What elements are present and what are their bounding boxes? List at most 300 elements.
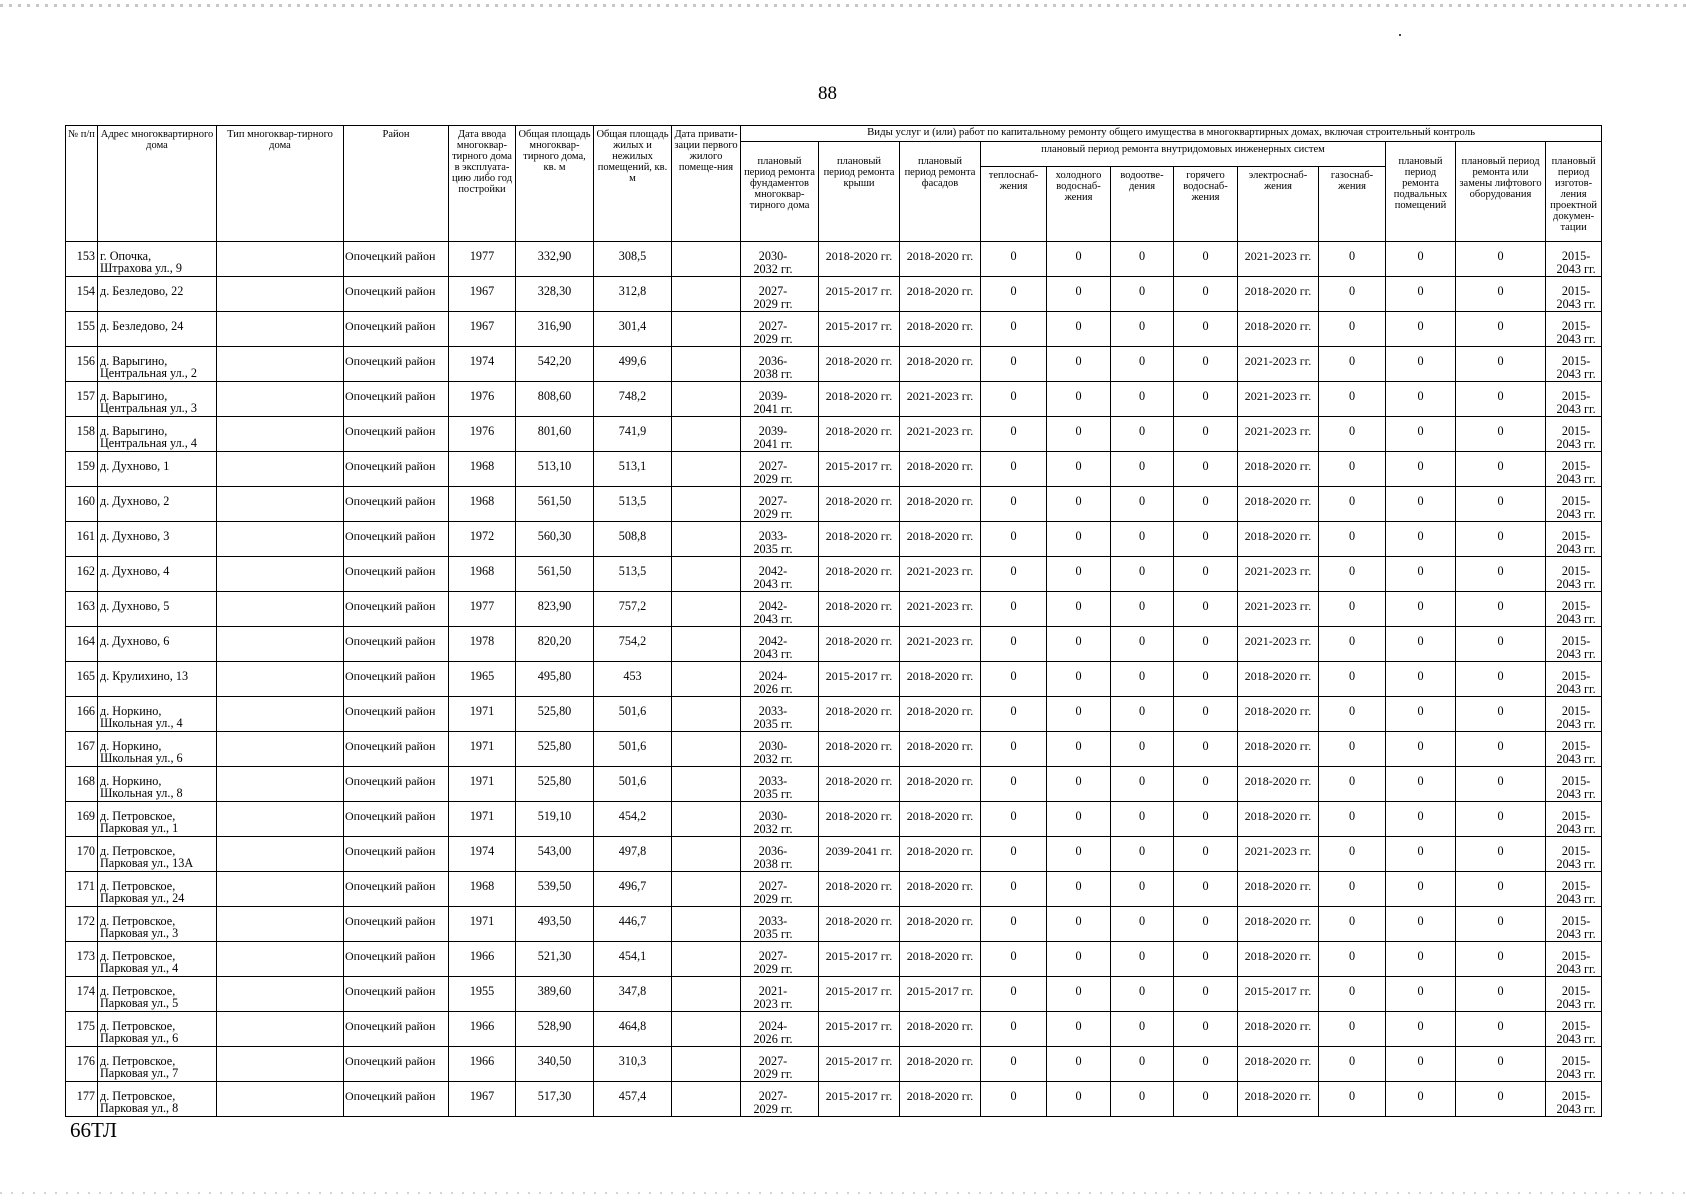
cell-basement: [1386, 522, 1456, 557]
cell-total-area-text: 528,90: [537, 1019, 572, 1033]
cell-rayon-text: Опочецкий район: [345, 949, 436, 963]
cell-basement-text: 0: [1417, 634, 1424, 648]
cell-privatization: [672, 1012, 741, 1047]
cell-drainage-text: 0: [1138, 739, 1146, 753]
cell-num: [66, 347, 98, 382]
cell-project-text: 2015-: [1561, 389, 1591, 403]
cell-elevator: [1456, 1012, 1546, 1047]
cell-cold-water-text: 0: [1075, 669, 1082, 683]
cell-roof: [819, 1047, 900, 1082]
cell-project: [1546, 1012, 1602, 1047]
cell-hot-water-text: 0: [1202, 844, 1209, 858]
cell-drainage: [1111, 487, 1174, 522]
cell-address: [98, 557, 217, 592]
header-hot-water: горячего водоснаб-жения: [1174, 167, 1238, 242]
cell-foundation-text: 2027-: [758, 1089, 788, 1103]
cell-heat: [981, 907, 1047, 942]
cell-basement-text: 0: [1417, 669, 1424, 683]
cell-elevator: [1456, 802, 1546, 837]
cell-basement-text: 0: [1417, 354, 1424, 368]
cell-rayon-text: Опочецкий район: [345, 739, 436, 753]
cell-address: [98, 627, 217, 662]
scan-edge-top: [0, 4, 1686, 7]
cell-house-type: [217, 767, 344, 802]
cell-elevator: [1456, 557, 1546, 592]
cell-gas: [1319, 417, 1386, 452]
cell-living-area: [594, 697, 672, 732]
cell-gas: [1319, 697, 1386, 732]
cell-project-text: 2043 гг.: [1556, 682, 1596, 696]
cell-foundation-text: 2043 гг.: [753, 647, 793, 661]
cell-basement: [1386, 417, 1456, 452]
cell-hot-water: [1174, 837, 1238, 872]
cell-cold-water-text: 0: [1075, 459, 1082, 473]
cell-electric: [1238, 487, 1319, 522]
cell-house-type: [217, 732, 344, 767]
cell-cold-water-text: 0: [1075, 844, 1082, 858]
cell-foundation-text: 2026 гг.: [753, 1032, 793, 1046]
cell-gas: [1319, 662, 1386, 697]
cell-rayon-text: Опочецкий район: [345, 354, 436, 368]
cell-rayon-text: Опочецкий район: [345, 459, 436, 473]
cell-foundation-text: 2029 гг.: [753, 472, 793, 486]
cell-foundation-text: 2030-: [758, 249, 788, 263]
cell-year-text: 1977: [469, 599, 495, 613]
cell-electric: [1238, 242, 1319, 277]
cell-cold-water-text: 0: [1075, 319, 1082, 333]
cell-address-text: д. Петровское,: [100, 809, 176, 823]
cell-cold-water: [1047, 627, 1111, 662]
cell-year-text: 1971: [469, 809, 495, 823]
cell-project: [1546, 557, 1602, 592]
cell-cold-water: [1047, 1082, 1111, 1117]
cell-hot-water-text: 0: [1202, 459, 1209, 473]
cell-gas-text: 0: [1348, 1054, 1356, 1068]
cell-project: [1546, 242, 1602, 277]
cell-rayon: [344, 347, 449, 382]
cell-project-text: 2043 гг.: [1556, 647, 1596, 661]
cell-roof-text: 2015-2017 гг.: [825, 1054, 893, 1068]
cell-living-area: [594, 907, 672, 942]
cell-house-type: [217, 837, 344, 872]
cell-rayon-text: Опочецкий район: [345, 599, 436, 613]
cell-drainage-text: 0: [1138, 529, 1146, 543]
cell-year: [449, 627, 516, 662]
cell-rayon: [344, 627, 449, 662]
cell-elevator-text: 0: [1497, 634, 1504, 648]
cell-rayon: [344, 242, 449, 277]
cell-electric: [1238, 1012, 1319, 1047]
cell-project-text: 2015-: [1561, 249, 1591, 263]
cell-num-text: 165: [76, 669, 95, 683]
cell-basement-text: 0: [1417, 704, 1424, 718]
cell-house-type: [217, 1012, 344, 1047]
cell-project: [1546, 872, 1602, 907]
cell-facade: [900, 837, 981, 872]
cell-heat: [981, 977, 1047, 1012]
cell-heat-text: 0: [1010, 459, 1017, 473]
cell-year-text: 1965: [469, 669, 495, 683]
cell-facade-text: 2018-2020 гг.: [906, 319, 974, 333]
cell-drainage-text: 0: [1138, 389, 1146, 403]
cell-total-area-text: 316,90: [537, 319, 572, 333]
cell-total-area: [516, 767, 594, 802]
cell-address-text: д. Петровское,: [100, 844, 176, 858]
cell-facade-text: 2018-2020 гг.: [906, 809, 974, 823]
cell-foundation-text: 2033-: [758, 529, 788, 543]
cell-cold-water: [1047, 872, 1111, 907]
cell-roof: [819, 697, 900, 732]
cell-drainage: [1111, 417, 1174, 452]
cell-elevator: [1456, 452, 1546, 487]
cell-project: [1546, 907, 1602, 942]
cell-hot-water-text: 0: [1202, 1089, 1209, 1103]
cell-heat: [981, 662, 1047, 697]
cell-roof-text: 2018-2020 гг.: [825, 599, 893, 613]
cell-rayon: [344, 452, 449, 487]
cell-num-text: 154: [76, 284, 95, 298]
cell-electric-text: 2015-2017 гг.: [1244, 984, 1312, 998]
cell-basement: [1386, 942, 1456, 977]
cell-foundation: [741, 417, 819, 452]
cell-address-text: Парковая ул., 7: [100, 1066, 179, 1080]
cell-foundation: [741, 907, 819, 942]
cell-cold-water: [1047, 907, 1111, 942]
cell-living-area: [594, 1047, 672, 1082]
cell-gas-text: 0: [1348, 774, 1356, 788]
cell-project-text: 2043 гг.: [1556, 507, 1596, 521]
cell-year-text: 1978: [469, 634, 495, 648]
cell-foundation-text: 2038 гг.: [753, 367, 793, 381]
cell-foundation-text: 2027-: [758, 879, 788, 893]
cell-foundation-text: 2042-: [758, 634, 788, 648]
cell-heat: [981, 942, 1047, 977]
cell-heat-text: 0: [1010, 704, 1017, 718]
cell-project: [1546, 802, 1602, 837]
cell-basement-text: 0: [1417, 1089, 1424, 1103]
cell-roof: [819, 837, 900, 872]
cell-hot-water: [1174, 557, 1238, 592]
cell-gas-text: 0: [1348, 494, 1356, 508]
header-foundation: плановый период ремонта фундаментов многоквар-тирного дома: [741, 142, 819, 242]
cell-gas-text: 0: [1348, 844, 1356, 858]
cell-privatization: [672, 487, 741, 522]
cell-foundation: [741, 242, 819, 277]
cell-facade: [900, 1012, 981, 1047]
cell-roof-text: 2018-2020 гг.: [825, 494, 893, 508]
cell-total-area-text: 340,50: [537, 1054, 572, 1068]
table-row: [66, 1047, 1602, 1082]
cell-basement: [1386, 242, 1456, 277]
cell-house-type: [217, 942, 344, 977]
cell-electric-text: 2018-2020 гг.: [1244, 529, 1312, 543]
cell-address-text: д. Петровское,: [100, 914, 176, 928]
cell-drainage-text: 0: [1138, 634, 1146, 648]
cell-num-text: 163: [76, 599, 95, 613]
cell-address-text: Парковая ул., 8: [100, 1101, 179, 1115]
cell-living-area: [594, 977, 672, 1012]
cell-living-area: [594, 242, 672, 277]
cell-project-text: 2043 гг.: [1556, 997, 1596, 1011]
cell-roof-text: 2015-2017 гг.: [825, 459, 893, 473]
cell-hot-water: [1174, 312, 1238, 347]
cell-rayon: [344, 662, 449, 697]
cell-gas: [1319, 907, 1386, 942]
cell-address-text: д. Норкино,: [100, 704, 162, 718]
cell-project: [1546, 627, 1602, 662]
cell-num: [66, 627, 98, 662]
cell-project-text: 2015-: [1561, 599, 1591, 613]
cell-num-text: 159: [76, 459, 95, 473]
cell-elevator: [1456, 662, 1546, 697]
cell-electric: [1238, 697, 1319, 732]
cell-drainage: [1111, 522, 1174, 557]
cell-year: [449, 872, 516, 907]
cell-roof-text: 2018-2020 гг.: [825, 354, 893, 368]
cell-gas: [1319, 872, 1386, 907]
cell-total-area: [516, 837, 594, 872]
cell-project-text: 2015-: [1561, 1054, 1591, 1068]
cell-gas: [1319, 1012, 1386, 1047]
cell-num-text: 157: [76, 389, 95, 403]
cell-heat-text: 0: [1010, 564, 1017, 578]
cell-address-text: д. Петровское,: [100, 879, 176, 893]
cell-cold-water-text: 0: [1075, 354, 1082, 368]
cell-house-type: [217, 382, 344, 417]
cell-cold-water-text: 0: [1075, 809, 1082, 823]
cell-project-text: 2015-: [1561, 319, 1591, 333]
cell-drainage-text: 0: [1138, 354, 1146, 368]
cell-rayon: [344, 1047, 449, 1082]
cell-drainage: [1111, 942, 1174, 977]
cell-year-text: 1974: [469, 844, 495, 858]
table-row: [66, 942, 1602, 977]
cell-living-area-text: 513,5: [618, 564, 647, 578]
cell-living-area: [594, 487, 672, 522]
cell-num: [66, 382, 98, 417]
cell-roof: [819, 907, 900, 942]
cell-facade: [900, 487, 981, 522]
cell-drainage-text: 0: [1138, 599, 1146, 613]
cell-roof-text: 2018-2020 гг.: [825, 529, 893, 543]
cell-hot-water-text: 0: [1202, 249, 1209, 263]
cell-heat: [981, 592, 1047, 627]
cell-electric-text: 2021-2023 гг.: [1244, 634, 1312, 648]
cell-living-area: [594, 837, 672, 872]
cell-num-text: 158: [76, 424, 95, 438]
cell-project-text: 2043 гг.: [1556, 1102, 1596, 1116]
cell-electric: [1238, 347, 1319, 382]
cell-electric-text: 2018-2020 гг.: [1244, 319, 1312, 333]
cell-privatization: [672, 907, 741, 942]
cell-num: [66, 662, 98, 697]
cell-rayon: [344, 1012, 449, 1047]
cell-cold-water: [1047, 382, 1111, 417]
cell-elevator: [1456, 277, 1546, 312]
cell-elevator-text: 0: [1497, 389, 1504, 403]
cell-foundation-text: 2039-: [758, 424, 788, 438]
cell-elevator-text: 0: [1497, 529, 1504, 543]
cell-foundation: [741, 942, 819, 977]
cell-roof: [819, 977, 900, 1012]
cell-hot-water: [1174, 487, 1238, 522]
cell-heat-text: 0: [1010, 984, 1017, 998]
cell-num-text: 171: [76, 879, 95, 893]
cell-heat: [981, 732, 1047, 767]
cell-foundation-text: 2036-: [758, 844, 788, 858]
cell-gas-text: 0: [1348, 949, 1356, 963]
cell-total-area-text: 525,80: [537, 739, 572, 753]
cell-facade-text: 2018-2020 гг.: [906, 844, 974, 858]
cell-electric-text: 2018-2020 гг.: [1244, 1089, 1312, 1103]
cell-rayon-text: Опочецкий район: [345, 844, 436, 858]
cell-project-text: 2043 гг.: [1556, 612, 1596, 626]
cell-cold-water: [1047, 242, 1111, 277]
cell-living-area: [594, 312, 672, 347]
cell-living-area-text: 508,8: [618, 529, 647, 543]
cell-roof: [819, 627, 900, 662]
cell-num: [66, 977, 98, 1012]
cell-hot-water-text: 0: [1202, 984, 1209, 998]
cell-total-area: [516, 732, 594, 767]
cell-heat: [981, 767, 1047, 802]
cell-living-area-text: 499,6: [618, 354, 647, 368]
cell-living-area: [594, 1082, 672, 1117]
cell-gas: [1319, 942, 1386, 977]
cell-project-text: 2015-: [1561, 284, 1591, 298]
cell-year: [449, 697, 516, 732]
cell-cold-water-text: 0: [1075, 564, 1082, 578]
cell-elevator-text: 0: [1497, 914, 1504, 928]
cell-gas: [1319, 277, 1386, 312]
cell-foundation-text: 2033-: [758, 704, 788, 718]
cell-project-text: 2043 гг.: [1556, 892, 1596, 906]
cell-electric: [1238, 977, 1319, 1012]
cell-year-text: 1966: [469, 1054, 495, 1068]
cell-year-text: 1974: [469, 354, 495, 368]
cell-electric-text: 2018-2020 гг.: [1244, 704, 1312, 718]
cell-rayon-text: Опочецкий район: [345, 809, 436, 823]
cell-cold-water-text: 0: [1075, 494, 1082, 508]
cell-heat-text: 0: [1010, 949, 1017, 963]
table-row: [66, 1012, 1602, 1047]
cell-roof-text: 2039-2041 гг.: [825, 844, 893, 858]
cell-rayon: [344, 1082, 449, 1117]
cell-gas: [1319, 1082, 1386, 1117]
cell-project: [1546, 592, 1602, 627]
cell-roof: [819, 942, 900, 977]
cell-house-type: [217, 697, 344, 732]
cell-foundation-text: 2029 гг.: [753, 1067, 793, 1081]
cell-address-text: Парковая ул., 13А: [100, 856, 194, 870]
cell-project-text: 2015-: [1561, 809, 1591, 823]
cell-living-area-text: 310,3: [618, 1054, 647, 1068]
cell-privatization: [672, 382, 741, 417]
cell-facade-text: 2021-2023 гг.: [906, 389, 974, 403]
cell-address-text: д. Безледово, 22: [100, 284, 184, 298]
cell-total-area: [516, 1082, 594, 1117]
cell-facade: [900, 767, 981, 802]
cell-foundation: [741, 1012, 819, 1047]
cell-num-text: 167: [76, 739, 95, 753]
cell-basement: [1386, 347, 1456, 382]
cell-project: [1546, 312, 1602, 347]
cell-drainage-text: 0: [1138, 249, 1146, 263]
cell-cold-water: [1047, 662, 1111, 697]
cell-drainage: [1111, 732, 1174, 767]
cell-project: [1546, 452, 1602, 487]
cell-rayon: [344, 872, 449, 907]
cell-project-text: 2043 гг.: [1556, 542, 1596, 556]
cell-address: [98, 382, 217, 417]
cell-living-area-text: 741,9: [618, 424, 647, 438]
cell-drainage: [1111, 242, 1174, 277]
cell-foundation-text: 2038 гг.: [753, 857, 793, 871]
cell-elevator-text: 0: [1497, 949, 1504, 963]
cell-gas: [1319, 242, 1386, 277]
cell-total-area: [516, 977, 594, 1012]
cell-facade-text: 2018-2020 гг.: [906, 1089, 974, 1103]
cell-house-type: [217, 592, 344, 627]
cell-total-area: [516, 1012, 594, 1047]
cell-year-text: 1972: [469, 529, 495, 543]
cell-facade-text: 2018-2020 гг.: [906, 879, 974, 893]
cell-project-text: 2043 гг.: [1556, 1032, 1596, 1046]
cell-hot-water: [1174, 347, 1238, 382]
cell-total-area-text: 542,20: [537, 354, 572, 368]
cell-heat: [981, 557, 1047, 592]
cell-roof: [819, 802, 900, 837]
cell-drainage: [1111, 557, 1174, 592]
cell-drainage-text: 0: [1138, 564, 1146, 578]
cell-electric-text: 2018-2020 гг.: [1244, 879, 1312, 893]
cell-heat: [981, 452, 1047, 487]
cell-hot-water: [1174, 907, 1238, 942]
cell-year: [449, 662, 516, 697]
cell-foundation: [741, 977, 819, 1012]
cell-cold-water: [1047, 417, 1111, 452]
cell-hot-water: [1174, 767, 1238, 802]
cell-drainage-text: 0: [1138, 879, 1146, 893]
cell-address: [98, 872, 217, 907]
cell-rayon: [344, 732, 449, 767]
cell-elevator: [1456, 242, 1546, 277]
cell-basement-text: 0: [1417, 564, 1424, 578]
cell-privatization: [672, 942, 741, 977]
cell-rayon-text: Опочецкий район: [345, 319, 436, 333]
cell-num: [66, 732, 98, 767]
scan-edge-bottom: [0, 1192, 1686, 1194]
cell-year: [449, 347, 516, 382]
cell-rayon: [344, 487, 449, 522]
cell-hot-water-text: 0: [1202, 599, 1209, 613]
cell-project-text: 2015-: [1561, 529, 1591, 543]
cell-hot-water: [1174, 382, 1238, 417]
cell-num-text: 164: [76, 634, 95, 648]
cell-foundation: [741, 697, 819, 732]
cell-year: [449, 557, 516, 592]
cell-roof: [819, 242, 900, 277]
cell-heat-text: 0: [1010, 424, 1017, 438]
cell-project: [1546, 382, 1602, 417]
cell-privatization: [672, 802, 741, 837]
cell-rayon-text: Опочецкий район: [345, 984, 436, 998]
table-row: [66, 347, 1602, 382]
cell-roof-text: 2015-2017 гг.: [825, 1019, 893, 1033]
cell-cold-water: [1047, 347, 1111, 382]
cell-num-text: 174: [76, 984, 95, 998]
cell-electric: [1238, 312, 1319, 347]
